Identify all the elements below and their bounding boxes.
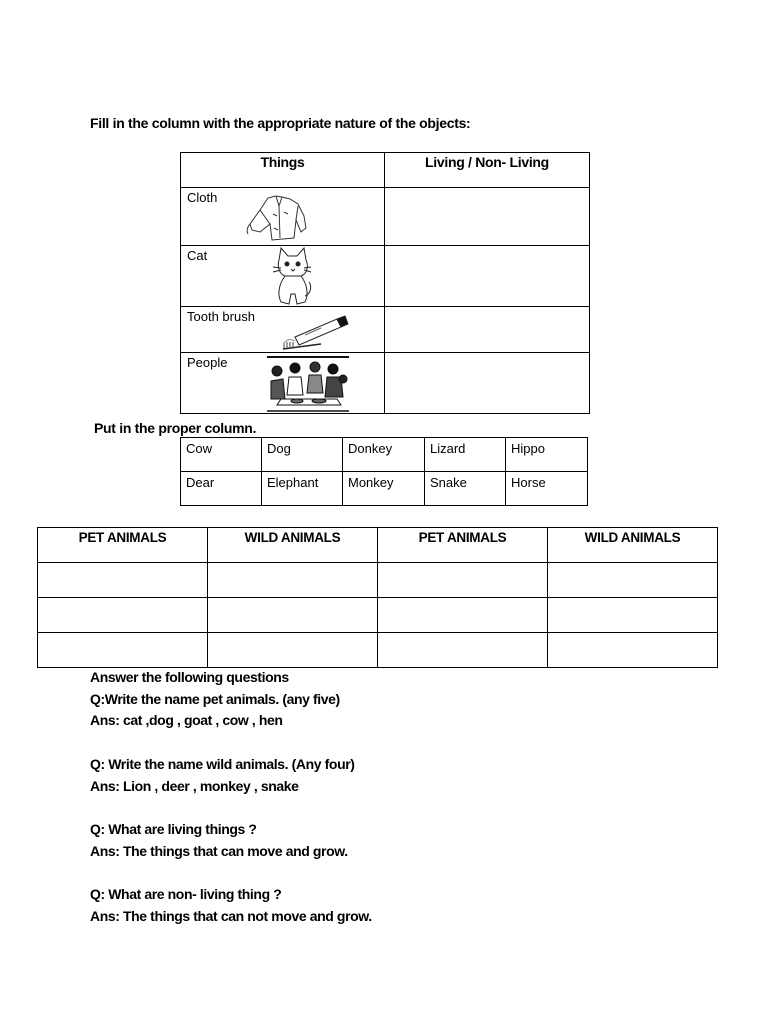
answer-cell-cloth[interactable] bbox=[385, 188, 590, 246]
instruction-fill-in: Fill in the column with the appropriate nature of the objects: bbox=[90, 115, 471, 131]
animal-cell: Snake bbox=[425, 472, 506, 506]
blank-answer-cell[interactable] bbox=[38, 633, 208, 668]
thing-label: Tooth brush bbox=[187, 309, 255, 324]
animal-cell: Lizard bbox=[425, 438, 506, 472]
shirt-icon bbox=[246, 194, 310, 244]
questions-title: Answer the following questions bbox=[90, 669, 289, 685]
people-icon bbox=[267, 355, 349, 413]
living-nonliving-table bbox=[180, 152, 590, 414]
answer: Ans: The things that can move and grow. bbox=[90, 842, 348, 859]
header-pet-animals: PET ANIMALS bbox=[38, 528, 208, 563]
animal-cell: Hippo bbox=[506, 438, 588, 472]
animal-cell: Horse bbox=[506, 472, 588, 506]
animal-cell: Dear bbox=[181, 472, 262, 506]
animal-cell: Monkey bbox=[343, 472, 425, 506]
header-pet-animals: PET ANIMALS bbox=[378, 528, 548, 563]
thing-label: Cat bbox=[187, 248, 208, 263]
blank-answer-cell[interactable] bbox=[208, 598, 378, 633]
instruction-proper-column: Put in the proper column. bbox=[94, 420, 257, 436]
questions-section bbox=[90, 667, 372, 927]
pet-wild-animals-table bbox=[37, 527, 718, 668]
blank-answer-cell[interactable] bbox=[548, 633, 718, 668]
blank-answer-cell[interactable] bbox=[378, 563, 548, 598]
answer: Ans: The things that can not move and grow. bbox=[90, 907, 372, 924]
table-row-tooth-brush bbox=[181, 307, 385, 353]
table-row-cloth bbox=[181, 188, 385, 246]
question: Q: What are living things ? bbox=[90, 820, 257, 837]
animal-cell: Elephant bbox=[262, 472, 343, 506]
table-row-people bbox=[181, 353, 385, 414]
header-wild-animals: WILD ANIMALS bbox=[548, 528, 718, 563]
blank-answer-cell[interactable] bbox=[548, 563, 718, 598]
thing-label: Cloth bbox=[187, 190, 218, 205]
question: Q: What are non- living thing ? bbox=[90, 885, 282, 902]
answer: Ans: cat ,dog , goat , cow , hen bbox=[90, 712, 283, 729]
question: Q:Write the name pet animals. (any five) bbox=[90, 690, 340, 707]
toothbrush-icon bbox=[281, 311, 349, 351]
blank-answer-cell[interactable] bbox=[38, 598, 208, 633]
header-things: Things bbox=[181, 153, 385, 188]
animal-word-bank-table bbox=[180, 437, 588, 506]
animal-cell: Dog bbox=[262, 438, 343, 472]
blank-answer-cell[interactable] bbox=[208, 633, 378, 668]
blank-answer-cell[interactable] bbox=[208, 563, 378, 598]
blank-answer-cell[interactable] bbox=[548, 598, 718, 633]
blank-answer-cell[interactable] bbox=[38, 563, 208, 598]
animal-cell: Donkey bbox=[343, 438, 425, 472]
animal-cell: Cow bbox=[181, 438, 262, 472]
question: Q: Write the name wild animals. (Any four) bbox=[90, 755, 355, 772]
header-wild-animals: WILD ANIMALS bbox=[208, 528, 378, 563]
answer-cell-tooth-brush[interactable] bbox=[385, 307, 590, 353]
answer-cell-cat[interactable] bbox=[385, 246, 590, 307]
table-row-cat bbox=[181, 246, 385, 307]
header-living-nonliving: Living / Non- Living bbox=[385, 153, 590, 188]
cat-icon bbox=[269, 246, 313, 306]
blank-answer-cell[interactable] bbox=[378, 598, 548, 633]
blank-answer-cell[interactable] bbox=[378, 633, 548, 668]
answer-cell-people[interactable] bbox=[385, 353, 590, 414]
answer: Ans: Lion , deer , monkey , snake bbox=[90, 777, 299, 794]
thing-label: People bbox=[187, 355, 228, 370]
